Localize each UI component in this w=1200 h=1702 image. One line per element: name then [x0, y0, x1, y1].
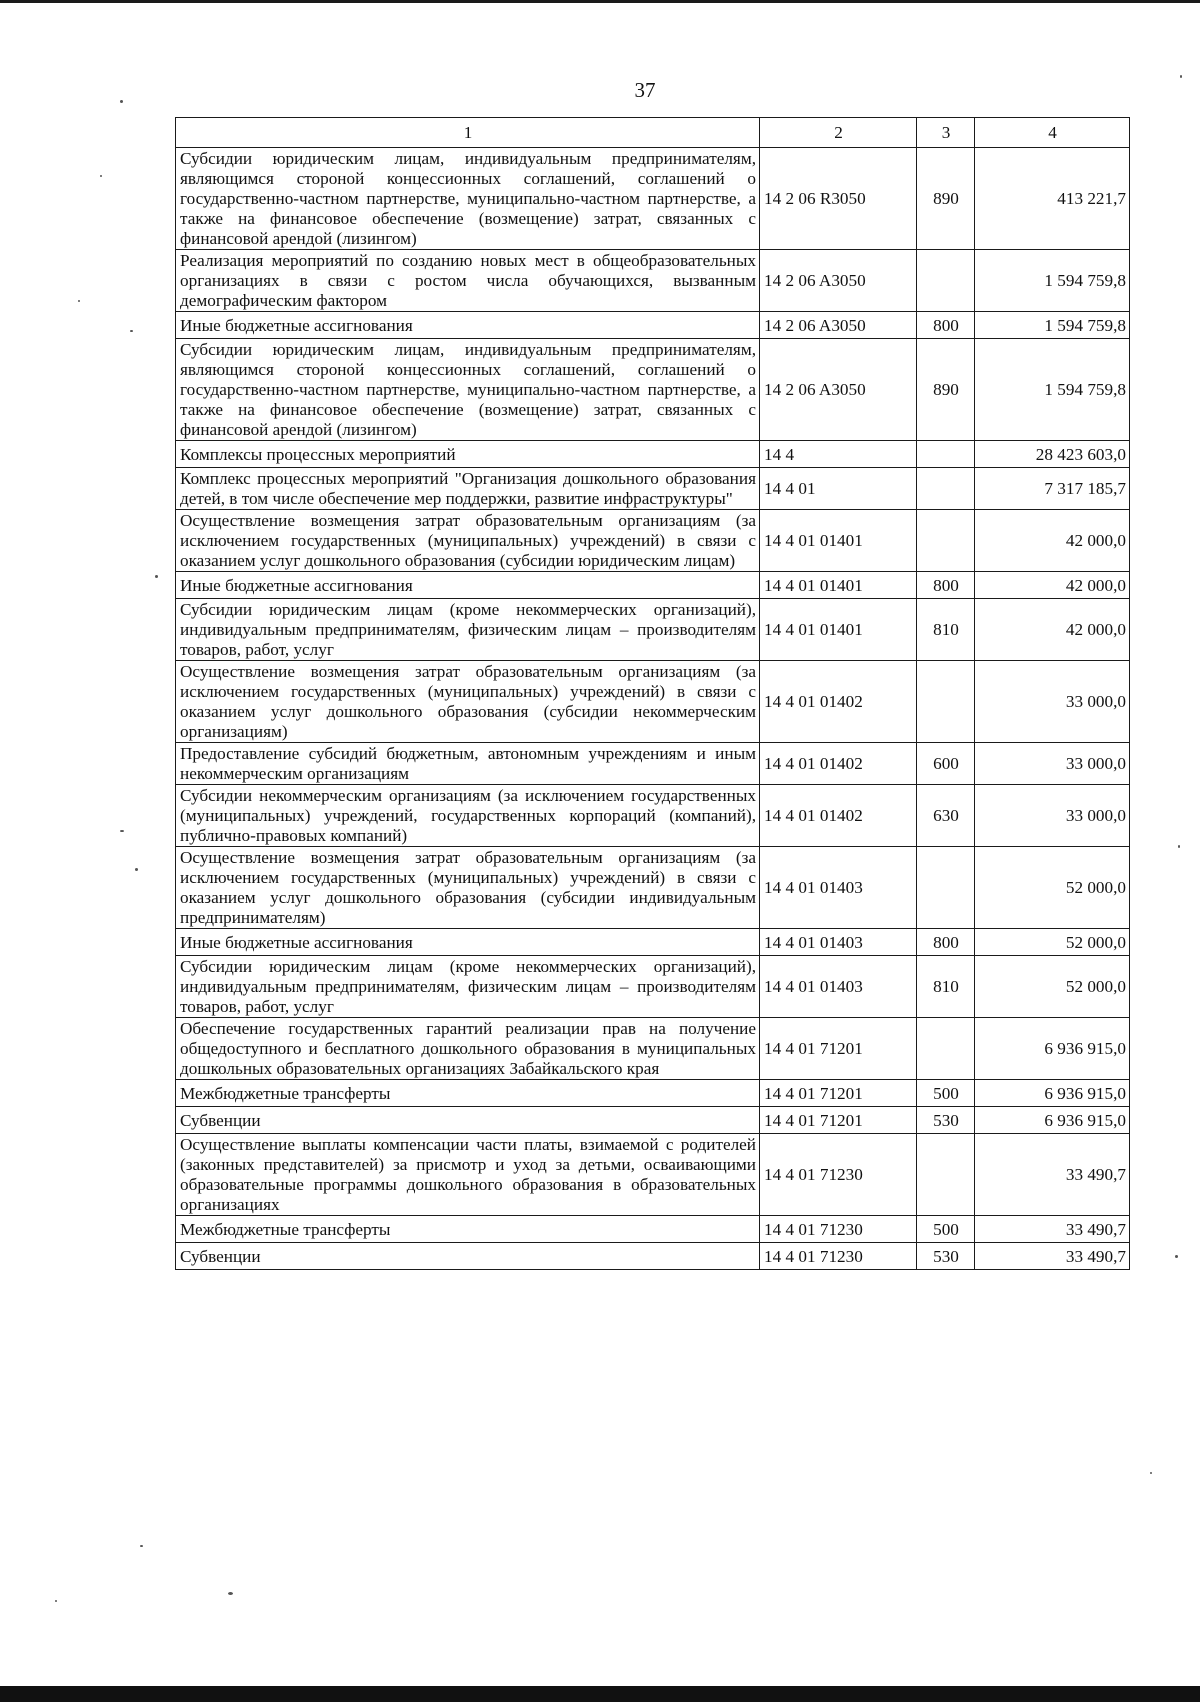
- budget-table: [175, 117, 1130, 1270]
- row-amount: 42 000,0: [975, 599, 1130, 661]
- row-amount: 33 000,0: [975, 743, 1130, 785]
- table-row: [176, 572, 1130, 599]
- row-description: Осуществление возмещения затрат образовательным организациям (за исключением государственных (муниципальных) учреждений) в связи с оказанием услуг дошкольного образования (субсидии некоммерческим организациям): [176, 661, 760, 743]
- row-type: 600: [917, 743, 975, 785]
- row-description: Иные бюджетные ассигнования: [176, 929, 760, 956]
- row-type: 800: [917, 312, 975, 339]
- header-col-1: 1: [176, 118, 760, 148]
- row-code: 14 4 01 71230: [760, 1243, 917, 1270]
- table-row: [176, 148, 1130, 250]
- row-amount: 6 936 915,0: [975, 1018, 1130, 1080]
- row-amount: 413 221,7: [975, 148, 1130, 250]
- scan-speck: [55, 1600, 57, 1602]
- scan-speck: [100, 175, 102, 177]
- row-description: Осуществление возмещения затрат образовательным организациям (за исключением государственных (муниципальных) учреждений) в связи с оказанием услуг дошкольного образования (субсидии юридическим лицам): [176, 510, 760, 572]
- table-row: [176, 1216, 1130, 1243]
- table-row: [176, 441, 1130, 468]
- table-row: [176, 956, 1130, 1018]
- row-amount: 33 000,0: [975, 661, 1130, 743]
- table-row: [176, 743, 1130, 785]
- row-code: 14 4 01 01401: [760, 510, 917, 572]
- table-row: [176, 929, 1130, 956]
- row-description: Иные бюджетные ассигнования: [176, 572, 760, 599]
- scan-speck: [1180, 75, 1182, 78]
- row-description: Предоставление субсидий бюджетным, автономным учреждениям и иным некоммерческим организациям: [176, 743, 760, 785]
- row-code: 14 4 01 01403: [760, 847, 917, 929]
- row-code: 14 2 06 A3050: [760, 312, 917, 339]
- table-row: [176, 1080, 1130, 1107]
- row-description: Комплекс процессных мероприятий "Организация дошкольного образования детей, в том числе обеспечение мер поддержки, развитие инфраструктуры": [176, 468, 760, 510]
- row-code: 14 4 01 01402: [760, 785, 917, 847]
- row-amount: 28 423 603,0: [975, 441, 1130, 468]
- row-type: [917, 1134, 975, 1216]
- row-amount: 52 000,0: [975, 929, 1130, 956]
- row-amount: 7 317 185,7: [975, 468, 1130, 510]
- row-type: 800: [917, 572, 975, 599]
- header-col-3: 3: [917, 118, 975, 148]
- row-amount: 52 000,0: [975, 956, 1130, 1018]
- row-description: Комплексы процессных мероприятий: [176, 441, 760, 468]
- row-amount: 52 000,0: [975, 847, 1130, 929]
- row-code: 14 4 01 71201: [760, 1018, 917, 1080]
- row-type: 890: [917, 339, 975, 441]
- table-row: [176, 1243, 1130, 1270]
- scan-speck: [130, 330, 133, 332]
- scan-speck: [1178, 845, 1180, 848]
- table-row: [176, 1134, 1130, 1216]
- row-type: [917, 510, 975, 572]
- row-type: 890: [917, 148, 975, 250]
- table-row: [176, 599, 1130, 661]
- row-type: 810: [917, 599, 975, 661]
- row-amount: 33 490,7: [975, 1216, 1130, 1243]
- row-amount: 1 594 759,8: [975, 250, 1130, 312]
- row-code: 14 4 01 01402: [760, 743, 917, 785]
- table-row: [176, 1107, 1130, 1134]
- header-col-2: 2: [760, 118, 917, 148]
- row-type: [917, 1018, 975, 1080]
- table-row: [176, 1018, 1130, 1080]
- row-type: [917, 441, 975, 468]
- row-type: [917, 661, 975, 743]
- table-row: [176, 661, 1130, 743]
- scan-speck: [120, 830, 124, 832]
- table-row: [176, 785, 1130, 847]
- row-description: Субсидии юридическим лицам, индивидуальным предпринимателям, являющимся стороной концессионных соглашений, соглашений о государственно-частном партнерстве, муниципально-частном партнерстве, а также на финансовое обеспечение (возмещение) затрат, связанных с финансовой арендой (лизингом): [176, 148, 760, 250]
- row-type: [917, 468, 975, 510]
- table-row: [176, 250, 1130, 312]
- row-code: 14 4 01 01401: [760, 572, 917, 599]
- row-code: 14 4 01 01403: [760, 956, 917, 1018]
- row-description: Межбюджетные трансферты: [176, 1216, 760, 1243]
- row-amount: 1 594 759,8: [975, 339, 1130, 441]
- row-type: 500: [917, 1216, 975, 1243]
- row-amount: 6 936 915,0: [975, 1080, 1130, 1107]
- row-type: 500: [917, 1080, 975, 1107]
- row-code: 14 2 06 R3050: [760, 148, 917, 250]
- row-type: 810: [917, 956, 975, 1018]
- row-amount: 42 000,0: [975, 572, 1130, 599]
- row-description: Субвенции: [176, 1243, 760, 1270]
- scan-speck: [140, 1545, 143, 1547]
- scan-speck: [1150, 1472, 1152, 1474]
- row-type: [917, 250, 975, 312]
- row-code: 14 2 06 A3050: [760, 339, 917, 441]
- row-type: 530: [917, 1243, 975, 1270]
- scan-speck: [135, 868, 138, 871]
- scan-edge-bottom: [0, 1686, 1200, 1702]
- table-row: [176, 510, 1130, 572]
- row-type: 800: [917, 929, 975, 956]
- row-description: Осуществление выплаты компенсации части платы, взимаемой с родителей (законных представителей) за присмотр и уход за детьми, осваивающими образовательные программы дошкольного образования в образовательных организациях: [176, 1134, 760, 1216]
- header-col-4: 4: [975, 118, 1130, 148]
- table-row: [176, 339, 1130, 441]
- row-amount: 33 490,7: [975, 1243, 1130, 1270]
- scan-speck: [78, 300, 80, 302]
- row-type: 630: [917, 785, 975, 847]
- header-row: [176, 118, 1130, 148]
- row-description: Субсидии юридическим лицам (кроме некоммерческих организаций), индивидуальным предпринимателям, физическим лицам – производителям товаров, работ, услуг: [176, 599, 760, 661]
- row-description: Обеспечение государственных гарантий реализации прав на получение общедоступного и бесплатного дошкольного образования в муниципальных дошкольных образовательных организациях Забайкальского края: [176, 1018, 760, 1080]
- row-code: 14 4: [760, 441, 917, 468]
- row-type: 530: [917, 1107, 975, 1134]
- scan-speck: [228, 1592, 233, 1595]
- scan-edge-top: [0, 0, 1200, 3]
- row-description: Субсидии юридическим лицам (кроме некоммерческих организаций), индивидуальным предпринимателям, физическим лицам – производителям товаров, работ, услуг: [176, 956, 760, 1018]
- row-code: 14 2 06 A3050: [760, 250, 917, 312]
- scan-speck: [155, 575, 158, 578]
- row-code: 14 4 01 71230: [760, 1216, 917, 1243]
- table-row: [176, 847, 1130, 929]
- row-description: Субвенции: [176, 1107, 760, 1134]
- row-code: 14 4 01 71230: [760, 1134, 917, 1216]
- table-row: [176, 468, 1130, 510]
- row-code: 14 4 01 01401: [760, 599, 917, 661]
- row-description: Реализация мероприятий по созданию новых мест в общеобразовательных организациях в связи с ростом числа обучающихся, вызванным демографическим фактором: [176, 250, 760, 312]
- table-row: [176, 312, 1130, 339]
- row-type: [917, 847, 975, 929]
- row-amount: 42 000,0: [975, 510, 1130, 572]
- row-code: 14 4 01 01402: [760, 661, 917, 743]
- scan-speck: [120, 100, 123, 103]
- row-code: 14 4 01: [760, 468, 917, 510]
- row-description: Осуществление возмещения затрат образовательным организациям (за исключением государственных (муниципальных) учреждений) в связи с оказанием услуг дошкольного образования (субсидии индивидуальным предпринимателям): [176, 847, 760, 929]
- page-number: 37: [634, 78, 656, 102]
- row-code: 14 4 01 71201: [760, 1107, 917, 1134]
- row-description: Субсидии некоммерческим организациям (за исключением государственных (муниципальных) учреждений, государственных корпораций (компаний), публично-правовых компаний): [176, 785, 760, 847]
- row-amount: 6 936 915,0: [975, 1107, 1130, 1134]
- row-description: Иные бюджетные ассигнования: [176, 312, 760, 339]
- row-code: 14 4 01 71201: [760, 1080, 917, 1107]
- scan-speck: [1175, 1255, 1178, 1258]
- row-description: Межбюджетные трансферты: [176, 1080, 760, 1107]
- row-code: 14 4 01 01403: [760, 929, 917, 956]
- row-amount: 33 490,7: [975, 1134, 1130, 1216]
- row-amount: 33 000,0: [975, 785, 1130, 847]
- row-amount: 1 594 759,8: [975, 312, 1130, 339]
- row-description: Субсидии юридическим лицам, индивидуальным предпринимателям, являющимся стороной концессионных соглашений, соглашений о государственно-частном партнерстве, муниципально-частном партнерстве, а также на финансовое обеспечение (возмещение) затрат, связанных с финансовой арендой (лизингом): [176, 339, 760, 441]
